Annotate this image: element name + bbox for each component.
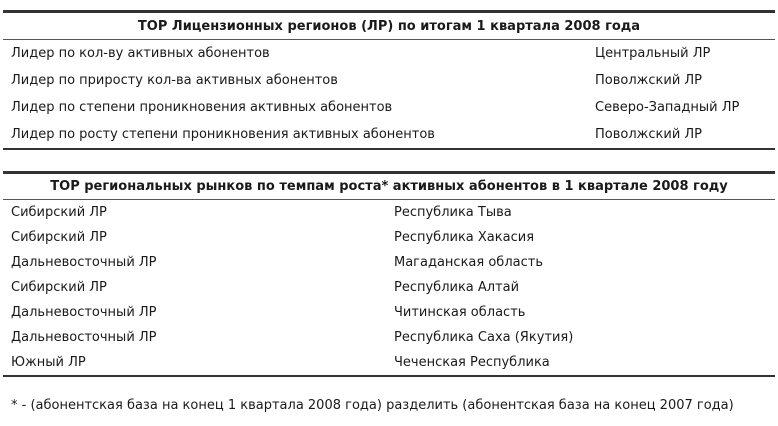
table-row <box>3 40 775 68</box>
top-regional-markets-table <box>3 171 775 377</box>
table-row <box>3 300 775 325</box>
region-cell: Северо-Западный ЛР <box>595 100 740 115</box>
region-cell: Центральный ЛР <box>595 46 711 61</box>
region-cell: Поволжский ЛР <box>595 73 703 88</box>
criterion-cell: Лидер по кол-ву активных абонентов <box>11 46 270 61</box>
license-region-cell: Южный ЛР <box>3 350 386 376</box>
market-cell: Магаданская область <box>394 255 543 270</box>
table-row <box>3 67 775 94</box>
license-region-cell: Сибирский ЛР <box>11 230 107 245</box>
license-region-cell: Сибирский ЛР <box>11 205 107 220</box>
license-region-cell: Дальневосточный ЛР <box>11 305 157 320</box>
top-license-regions-table <box>3 10 775 150</box>
license-region-cell: Дальневосточный ЛР <box>11 255 157 270</box>
table-row <box>3 94 775 121</box>
license-region-cell: Дальневосточный ЛР <box>11 330 157 345</box>
table-header-row <box>3 173 775 200</box>
region-cell: Поволжский ЛР <box>587 121 775 149</box>
market-cell: Читинская область <box>394 305 526 320</box>
market-cell: Республика Тыва <box>394 205 512 220</box>
criterion-cell: Лидер по росту степени проникновения активных абонентов <box>3 121 587 149</box>
table-title: TOP региональных рынков по темпам роста* активных абонентов в 1 квартале 2008 году <box>3 173 775 200</box>
license-region-cell: Сибирский ЛР <box>11 280 107 295</box>
table-title: TOP Лицензионных регионов (ЛР) по итогам 1 квартала 2008 года <box>3 12 775 40</box>
table-row <box>3 225 775 250</box>
table-row <box>3 350 775 376</box>
table-row <box>3 200 775 226</box>
table-header-row <box>3 12 775 40</box>
table-row <box>3 121 775 149</box>
table-row <box>3 250 775 275</box>
market-cell: Чеченская Республика <box>386 350 775 376</box>
criterion-cell: Лидер по степени проникновения активных абонентов <box>11 100 393 115</box>
table-row <box>3 325 775 350</box>
market-cell: Республика Саха (Якутия) <box>394 330 574 345</box>
criterion-cell: Лидер по приросту кол-ва активных абонентов <box>11 73 338 88</box>
footnote: * - (абонентская база на конец 1 квартала 2008 года) разделить (абонентская база на конец 2007 года) <box>11 398 734 413</box>
market-cell: Республика Хакасия <box>394 230 535 245</box>
market-cell: Республика Алтай <box>394 280 520 295</box>
table-row <box>3 275 775 300</box>
